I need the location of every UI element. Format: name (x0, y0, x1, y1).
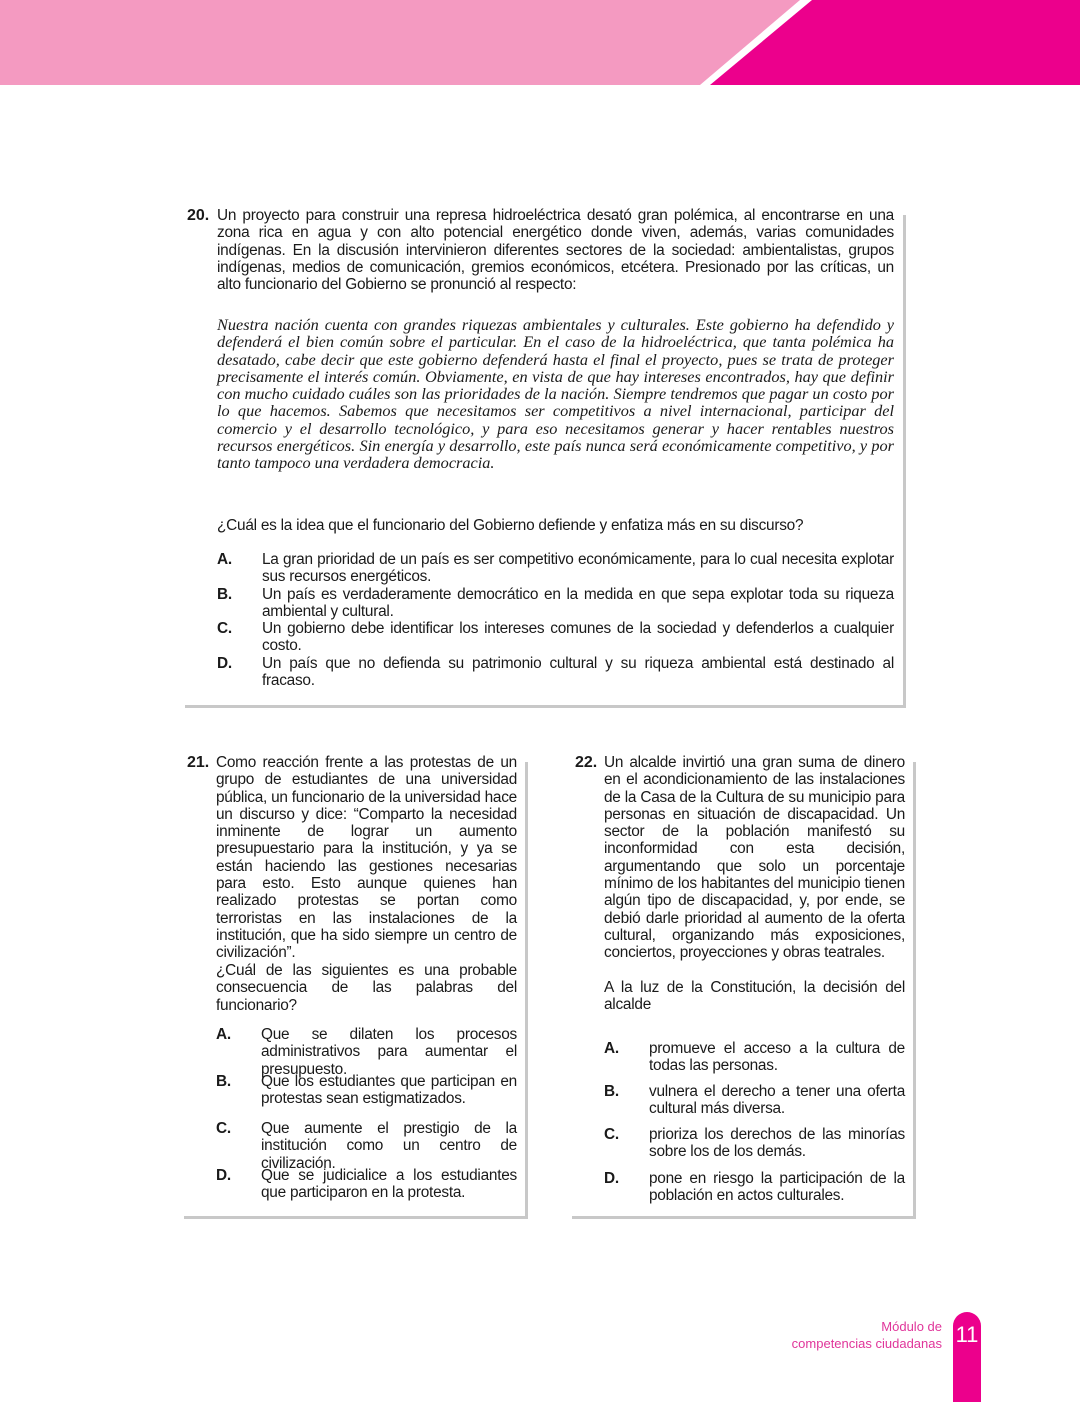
option-c[interactable] (216, 1120, 517, 1172)
option-a[interactable] (604, 1040, 905, 1075)
option-text: Que se dilaten los procesos administrativos para aumentar el presupuesto. (261, 1026, 517, 1078)
option-letter: C. (604, 1126, 619, 1143)
option-d[interactable] (217, 655, 894, 690)
option-text: pone en riesgo la participación de la población en actos culturales. (649, 1170, 905, 1205)
header-banner (0, 0, 1080, 85)
option-text: Un gobierno debe identificar los intereses comunes de la sociedad y defenderlos a cualquier costo. (262, 620, 894, 655)
quoted-speech: Nuestra nación cuenta con grandes riquezas ambientales y culturales. Este gobierno ha defendido y defenderá el bien común sobre el particular. En el caso de la hidroeléctrica, que tanta polémica ha desatado, cabe decir que este gobierno defenderá hasta el final el proyecto, pues se trata de proteger precisamente el interés común. Obviamente, en vista de que hay intereses encontrados, hay que definir con mucho cuidado cuáles son las prioridades de la nación. Siempre tendremos que pagar un costo por lo que hacemos. Sabemos que necesitamos ser competitivos a nivel internacional, participar del comercio y el desarrollo tecnológico, y para eso necesitamos generar y hacer rentables nuestros recursos energéticos. Sin energía y desarrollo, este país nunca será económicamente competitivo, y por tanto tampoco una verdadera democracia. (217, 315, 894, 473)
option-letter: B. (216, 1073, 231, 1090)
option-letter: C. (216, 1120, 231, 1137)
footer-module-name (792, 1318, 942, 1352)
option-d[interactable] (604, 1170, 905, 1205)
option-c[interactable] (604, 1126, 905, 1161)
option-text: prioriza los derechos de las minorías sobre los de los demás. (649, 1126, 905, 1161)
option-b[interactable] (216, 1073, 517, 1108)
option-b[interactable] (604, 1083, 905, 1118)
option-letter: A. (217, 551, 232, 568)
question-number: 21. (187, 754, 210, 771)
option-a[interactable] (217, 551, 894, 586)
option-d[interactable] (216, 1167, 517, 1202)
option-text: Que aumente el prestigio de la institución como un centro de civilización. (261, 1120, 517, 1172)
question-stem: Como reacción frente a las protestas de un grupo de estudiantes de una universidad pública, un funcionario de la universidad hace un discurso y dice: “Comparto la necesidad inminente de lograr un aumento presupuestario para la institución, y ya se están haciendo las gestiones necesarias para esto. Esto aunque quienes han realizado protestas se portan como terroristas en las instalaciones de la institución, que ha sido siempre un centro de civilización”. (216, 754, 517, 962)
option-a[interactable] (216, 1026, 517, 1078)
question-number: 22. (575, 754, 598, 771)
option-letter: D. (216, 1167, 231, 1184)
option-text: Que se judicialice a los estudiantes que participaron en la protesta. (261, 1167, 517, 1202)
option-b[interactable] (217, 586, 894, 621)
option-text: promueve el acceso a la cultura de todas las personas. (649, 1040, 905, 1075)
option-letter: B. (217, 586, 232, 603)
option-c[interactable] (217, 620, 894, 655)
question-prompt: A la luz de la Constitución, la decisión del alcalde (604, 979, 905, 1014)
option-text: Que los estudiantes que participan en protestas sean estigmatizados. (261, 1073, 517, 1108)
footer-line-2: competencias ciudadanas (791, 1336, 942, 1351)
option-text: Un país que no defienda su patrimonio cultural y su riqueza ambiental está destinado al fracaso. (262, 655, 894, 690)
footer-line-1: Módulo de (881, 1319, 942, 1334)
option-letter: D. (217, 655, 232, 672)
option-letter: D. (604, 1170, 619, 1187)
question-stem: Un proyecto para construir una represa hidroeléctrica desató gran polémica, al encontrarse en una zona rica en agua y con alto potencial energético donde viven, además, varias comunidades indígenas. En la discusión intervinieron diferentes sectores de la sociedad: ambientalistas, grupos indígenas, medios de comunicación, gremios económicos, etcétera. Presionado por las críticas, un alto funcionario del Gobierno se pronunció al respecto: (217, 207, 894, 294)
option-letter: C. (217, 620, 232, 637)
option-text: vulnera el derecho a tener una oferta cultural más diversa. (649, 1083, 905, 1118)
question-number: 20. (187, 207, 210, 224)
question-prompt: ¿Cuál de las siguientes es una probable consecuencia de las palabras del funcionario? (216, 962, 517, 1014)
option-text: Un país es verdaderamente democrático en la medida en que sepa explotar toda su riqueza ambiental y cultural. (262, 586, 894, 621)
option-letter: A. (604, 1040, 619, 1057)
option-letter: A. (216, 1026, 231, 1043)
option-text: La gran prioridad de un país es ser competitivo económicamente, para lo cual necesita explotar sus recursos energéticos. (262, 551, 894, 586)
question-prompt: ¿Cuál es la idea que el funcionario del Gobierno defiende y enfatiza más en su discurso? (217, 517, 804, 534)
page-number: 11 (953, 1312, 981, 1402)
question-stem: Un alcalde invirtió una gran suma de dinero en el acondicionamiento de las instalaciones de la Casa de la Cultura de su municipio para personas en situación de discapacidad. Un sector de la población manifestó su inconformidad con esta decisión, argumentando que solo un porcentaje mínimo de los habitantes del municipio tienen algún tipo de discapacidad, y, por ende, se debió darle prioridad al aumento de la oferta cultural, organizando más exposiciones, conciertos, proyecciones y obras teatrales. (604, 754, 905, 962)
option-letter: B. (604, 1083, 619, 1100)
